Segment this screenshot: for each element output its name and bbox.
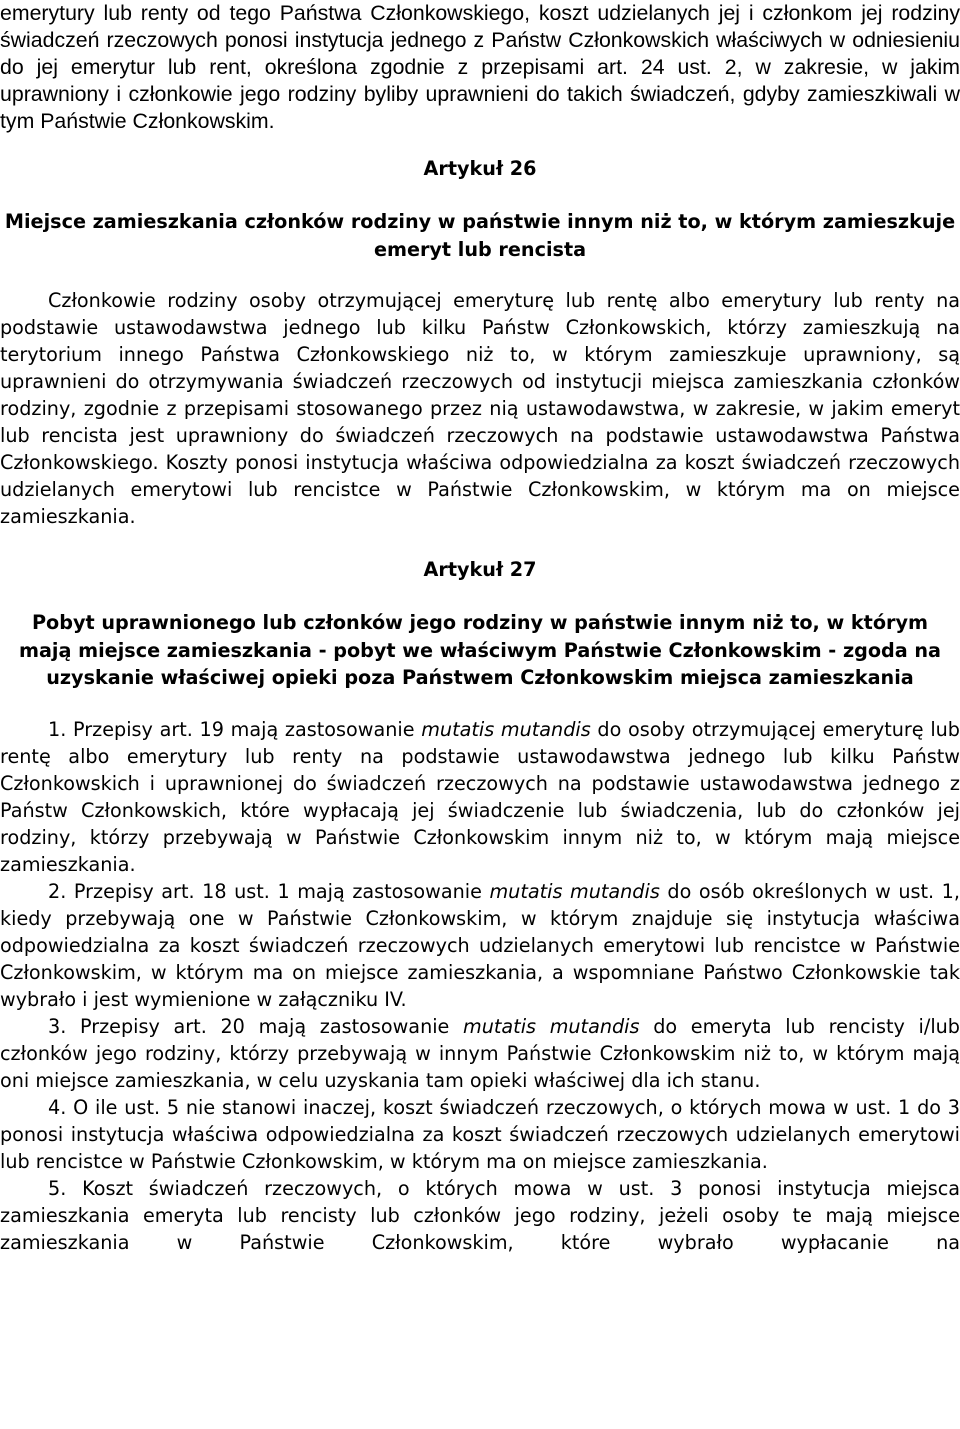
article-27-paragraph-5: 5. Koszt świadczeń rzeczowych, o których mowa w ust. 3 ponosi instytucja miejsca zamieszkania emeryta lub rencisty lub członków jego rodziny, jeżeli osoby te mają miejsce zamieszkania w Państwie Członkowskim, które wybrało wypłacanie na: [0, 1176, 960, 1254]
p2-lead: 2. Przepisy art. 18 ust. 1 mają zastosowanie: [48, 879, 490, 903]
p3-lead: 3. Przepisy art. 20 mają zastosowanie: [48, 1014, 464, 1038]
article-27-paragraph-4: 4. O ile ust. 5 nie stanowi inaczej, koszt świadczeń rzeczowych, o których mowa w ust. 1 do 3 ponosi instytucja właściwa odpowiedzialna za koszt świadczeń rzeczowych udzielanych emerytowi lub rencistce w Państwie Członkowskim, w którym ma on miejsce zamieszkania.: [0, 1095, 960, 1173]
p1-latin-term: mutatis mutandis: [421, 717, 591, 741]
article-27-paragraph-2: [0, 878, 960, 1013]
article-27-paragraph-3: [0, 1013, 960, 1094]
p1-lead: 1. Przepisy art. 19 mają zastosowanie: [48, 717, 422, 741]
article-27-title: Artykuł 27: [423, 558, 537, 581]
continuation-paragraph: emerytury lub renty od tego Państwa Członkowskiego, koszt udzielanych jej i członkom jej rodziny świadczeń rzeczowych ponosi instytucja jednego z Państw Członkowskich właściwych w odniesieniu do jej emerytur lub rent, określona zgodnie z przepisami art. 24 ust. 2, w zakresie, w jakim uprawniony i członkowie jego rodziny byliby uprawnieni do takich świadczeń, gdyby zamieszkiwali w tym Państwie Członkowskim.: [0, 1, 960, 133]
p3-rest: do emeryta lub rencisty i/lub członków jego rodziny, którzy przebywają w innym Państwie Członkowskim niż to, w którym mają oni miejsce zamieszkania, w celu uzyskania tam opieki właściwej dla ich stanu.: [0, 1014, 960, 1092]
article-27-heading: Pobyt uprawnionego lub członków jego rodziny w państwie innym niż to, w którym mają miejsce zamieszkania - pobyt we właściwym Państwie Członkowskim - zgoda na uzyskanie właściwej opieki poza Państwem Członkowskim miejsca zamieszkania: [18, 611, 942, 689]
p1-rest: do osoby otrzymującej emeryturę lub rentę albo emerytury lub renty na podstawie ustawodawstwa jednego lub kilku Państw Członkowskich i uprawnionej do świadczeń rzeczowych na podstawie ustawodawstwa jednego z Państw Członkowskich, które wypłacają jej świadczenie lub świadczenia, lub do członków jej rodziny, którzy przebywają w Państwie Członkowskim innym niż to, w którym mają miejsce zamieszkania.: [0, 717, 960, 876]
article-26-heading: Miejsce zamieszkania członków rodziny w państwie innym niż to, w którym zamieszkuje emeryt lub rencista: [4, 210, 956, 261]
p2-rest: do osób określonych w ust. 1, kiedy przebywają one w Państwie Członkowskim, w którym znajduje się instytucja właściwa odpowiedzialna za koszt świadczeń rzeczowych udzielanych emerytowi lub rencistce w Państwie Członkowskim, w którym ma on miejsce zamieszkania, a wspomniane Państwo Członkowskie tak wybrało i jest wymienione w załączniku IV.: [0, 879, 960, 1011]
article-26-body: Członkowie rodziny osoby otrzymującej emeryturę lub rentę albo emerytury lub renty na podstawie ustawodawstwa jednego lub kilku Państw Członkowskich, którzy zamieszkują na terytorium innego Państwa Członkowskiego niż to, w którym zamieszkuje uprawniony, są uprawnieni do otrzymywania świadczeń rzeczowych od instytucji miejsca zamieszkania członków rodziny, zgodnie z przepisami stosowanego przez nią ustawodawstwa, w zakresie, w jakim emeryt lub rencista jest uprawniony do świadczeń rzeczowych na podstawie ustawodawstwa Państwa Członkowskiego. Koszty ponosi instytucja właściwa odpowiedzialna za koszt świadczeń rzeczowych udzielanych emerytowi lub rencistce w Państwie Członkowskim, w którym ma on miejsce zamieszkania.: [0, 289, 960, 528]
article-26-title: Artykuł 26: [423, 157, 537, 180]
article-27-paragraph-1: [0, 716, 960, 878]
p3-latin-term: mutatis mutandis: [463, 1014, 640, 1038]
p2-latin-term: mutatis mutandis: [489, 879, 660, 903]
